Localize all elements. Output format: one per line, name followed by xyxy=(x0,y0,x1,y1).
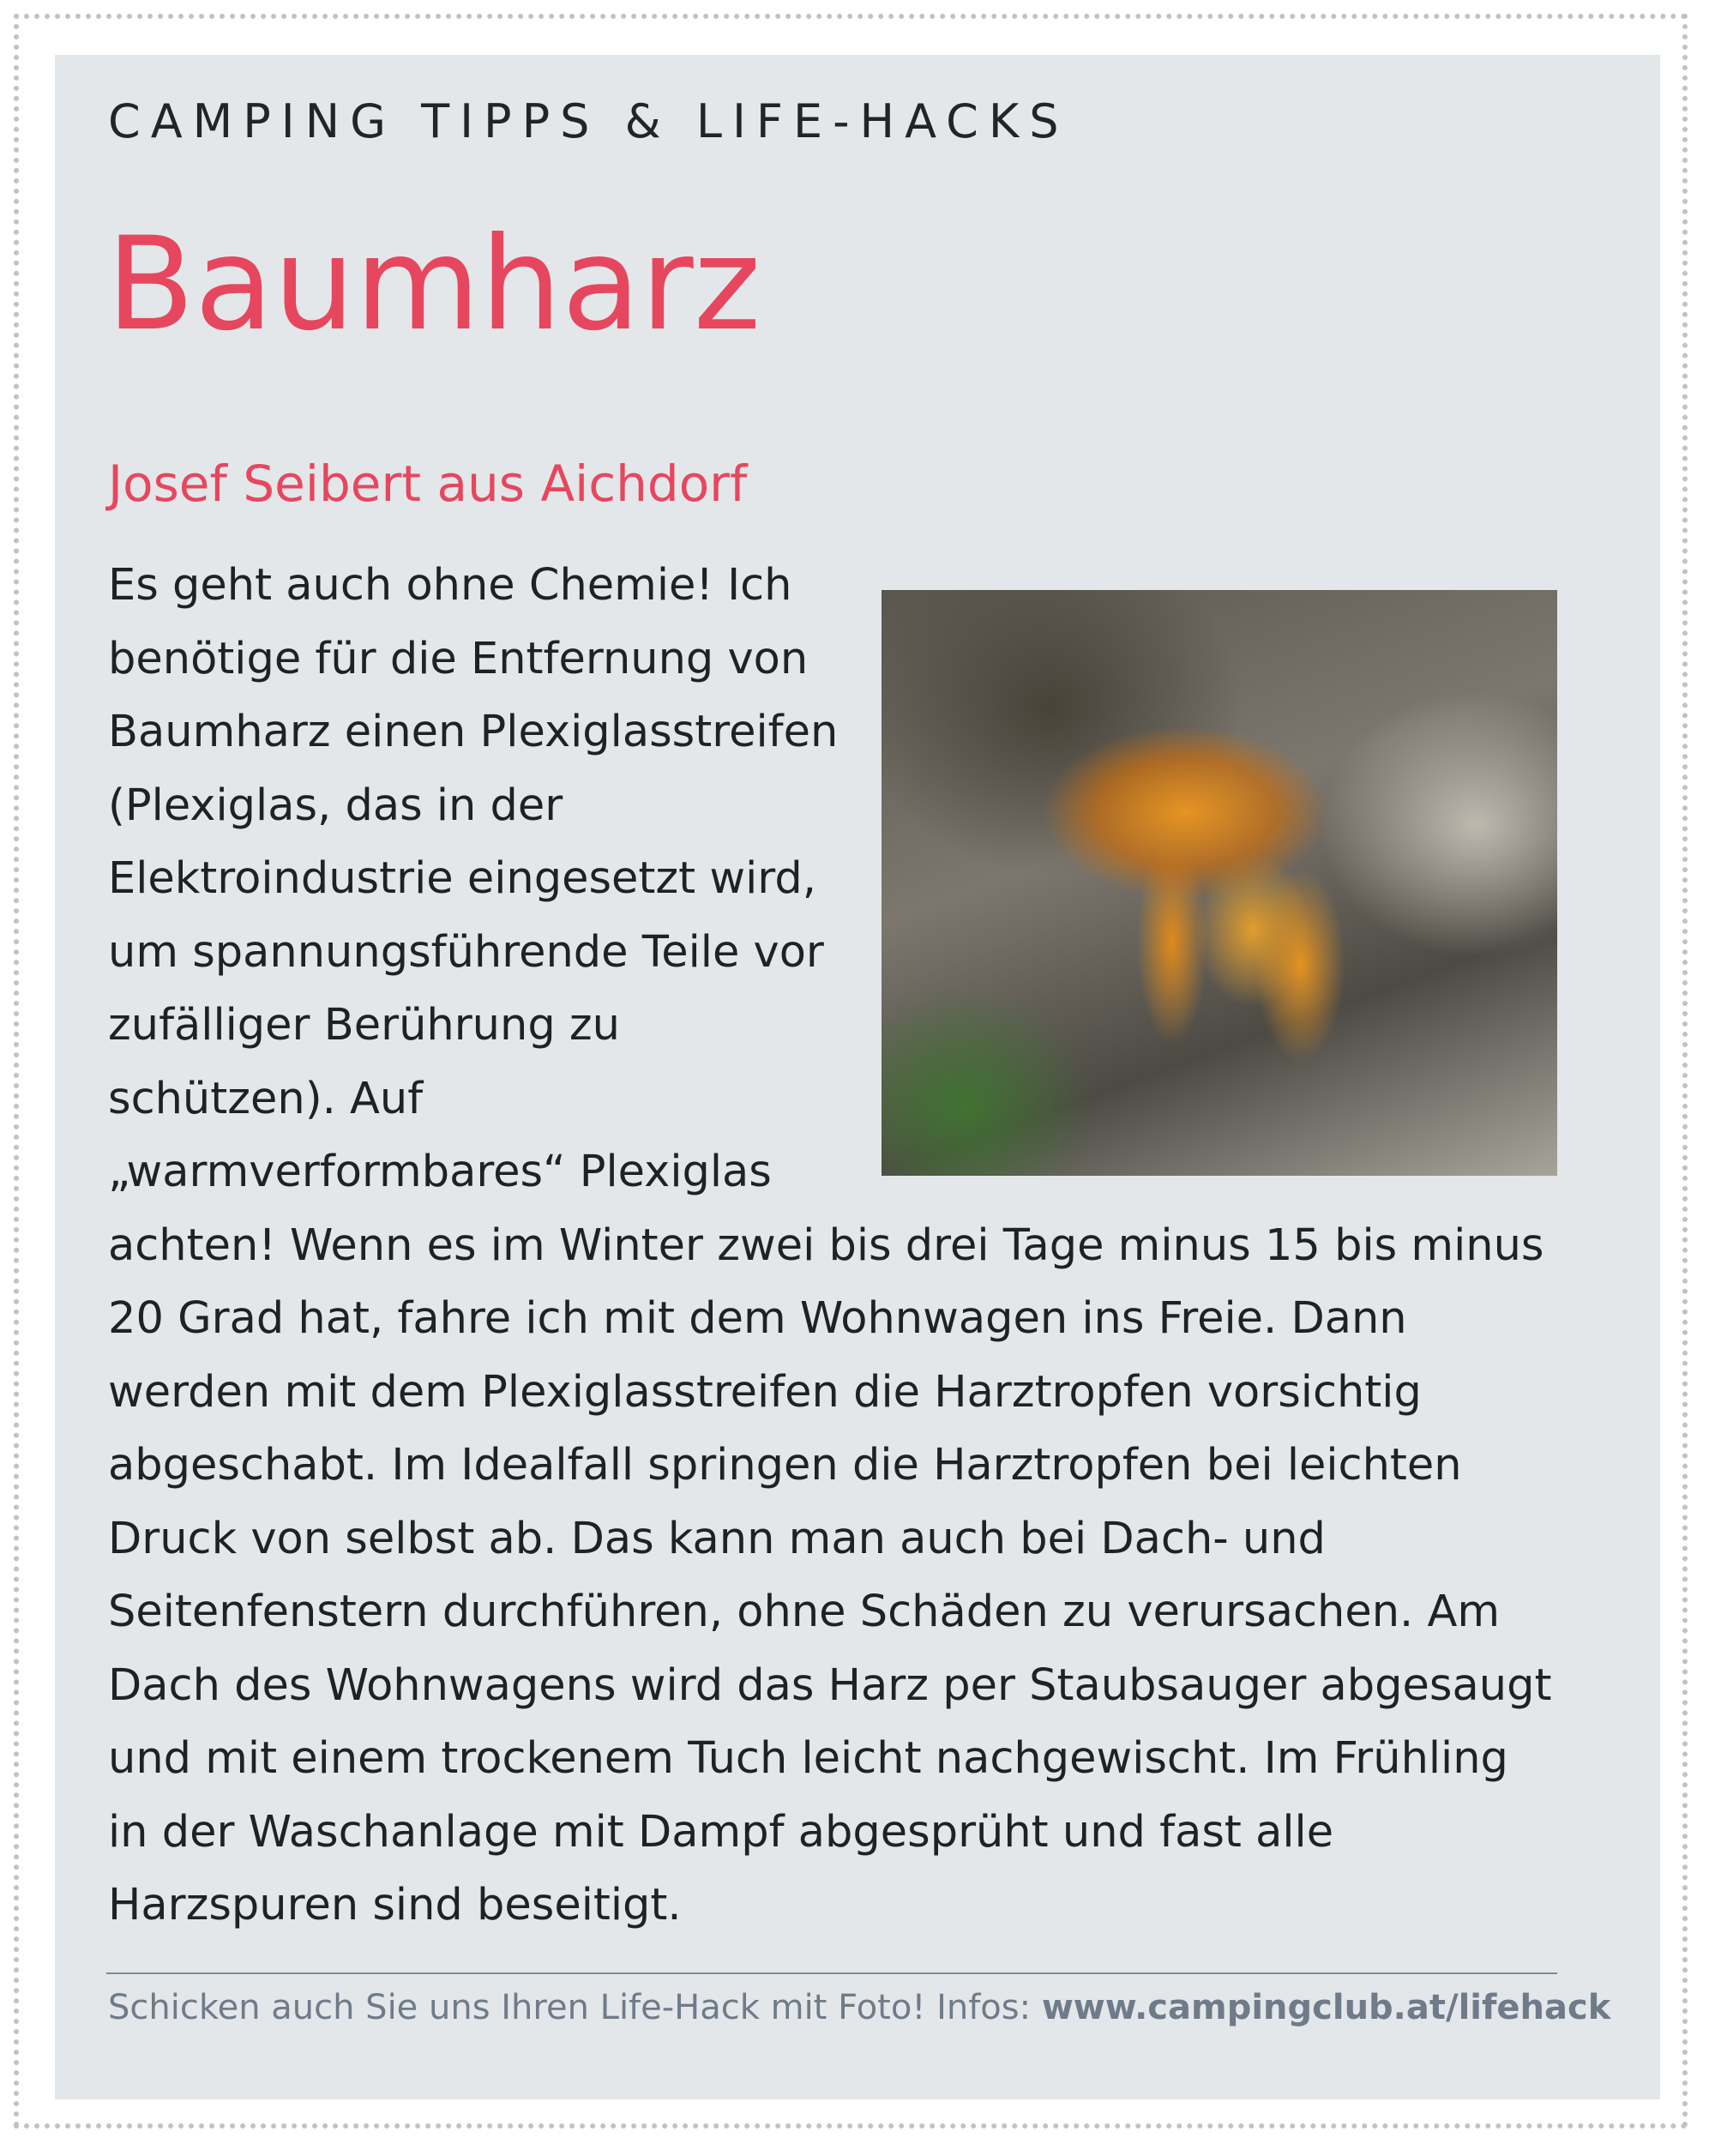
article-body xyxy=(108,549,1557,1942)
section-kicker: CAMPING TIPPS & LIFE-HACKS xyxy=(108,94,1069,148)
footer-link[interactable]: www.campingclub.at/lifehack xyxy=(1041,1988,1611,2027)
article-author: Josef Seibert aus Aichdorf xyxy=(108,455,748,513)
footer-divider xyxy=(106,1972,1557,1974)
resin-photo xyxy=(882,590,1557,1176)
article-body-text: Es geht auch ohne Chemie! Ich benötige für die Entfernung von Baumharz einen Plexiglasstreifen (Plexiglas, das in der Elektroindustrie eingesetzt wird, um spannungsführende Teile vor zufälliger Berührung zu schützen). Auf „warmverformbares“ Plexiglas achten! Wenn es im Winter zwei bis drei Tage minus 15 bis minus 20 Grad hat, fahre ich mit dem Wohnwagen ins Freie. Dann werden mit dem Plexiglasstreifen die Harztropfen vorsichtig abgeschabt. Im Idealfall springen die Harztropfen bei leichten Druck von selbst ab. Das kann man auch bei Dach- und Seitenfenstern durchführen, ohne Schäden zu verursachen. Am Dach des Wohnwagens wird das Harz per Staubsauger abgesaugt und mit einem trockenem Tuch leicht nachgewischt. Im Frühling in der Waschanlage mit Dampf abgesprüht und fast alle Harzspuren sind beseitigt. xyxy=(108,560,1552,1930)
footer-note xyxy=(108,1988,1610,2027)
footer-text: Schicken auch Sie uns Ihren Life-Hack mit Foto! Infos: xyxy=(108,1988,1042,2027)
article-title: Baumharz xyxy=(106,210,761,359)
